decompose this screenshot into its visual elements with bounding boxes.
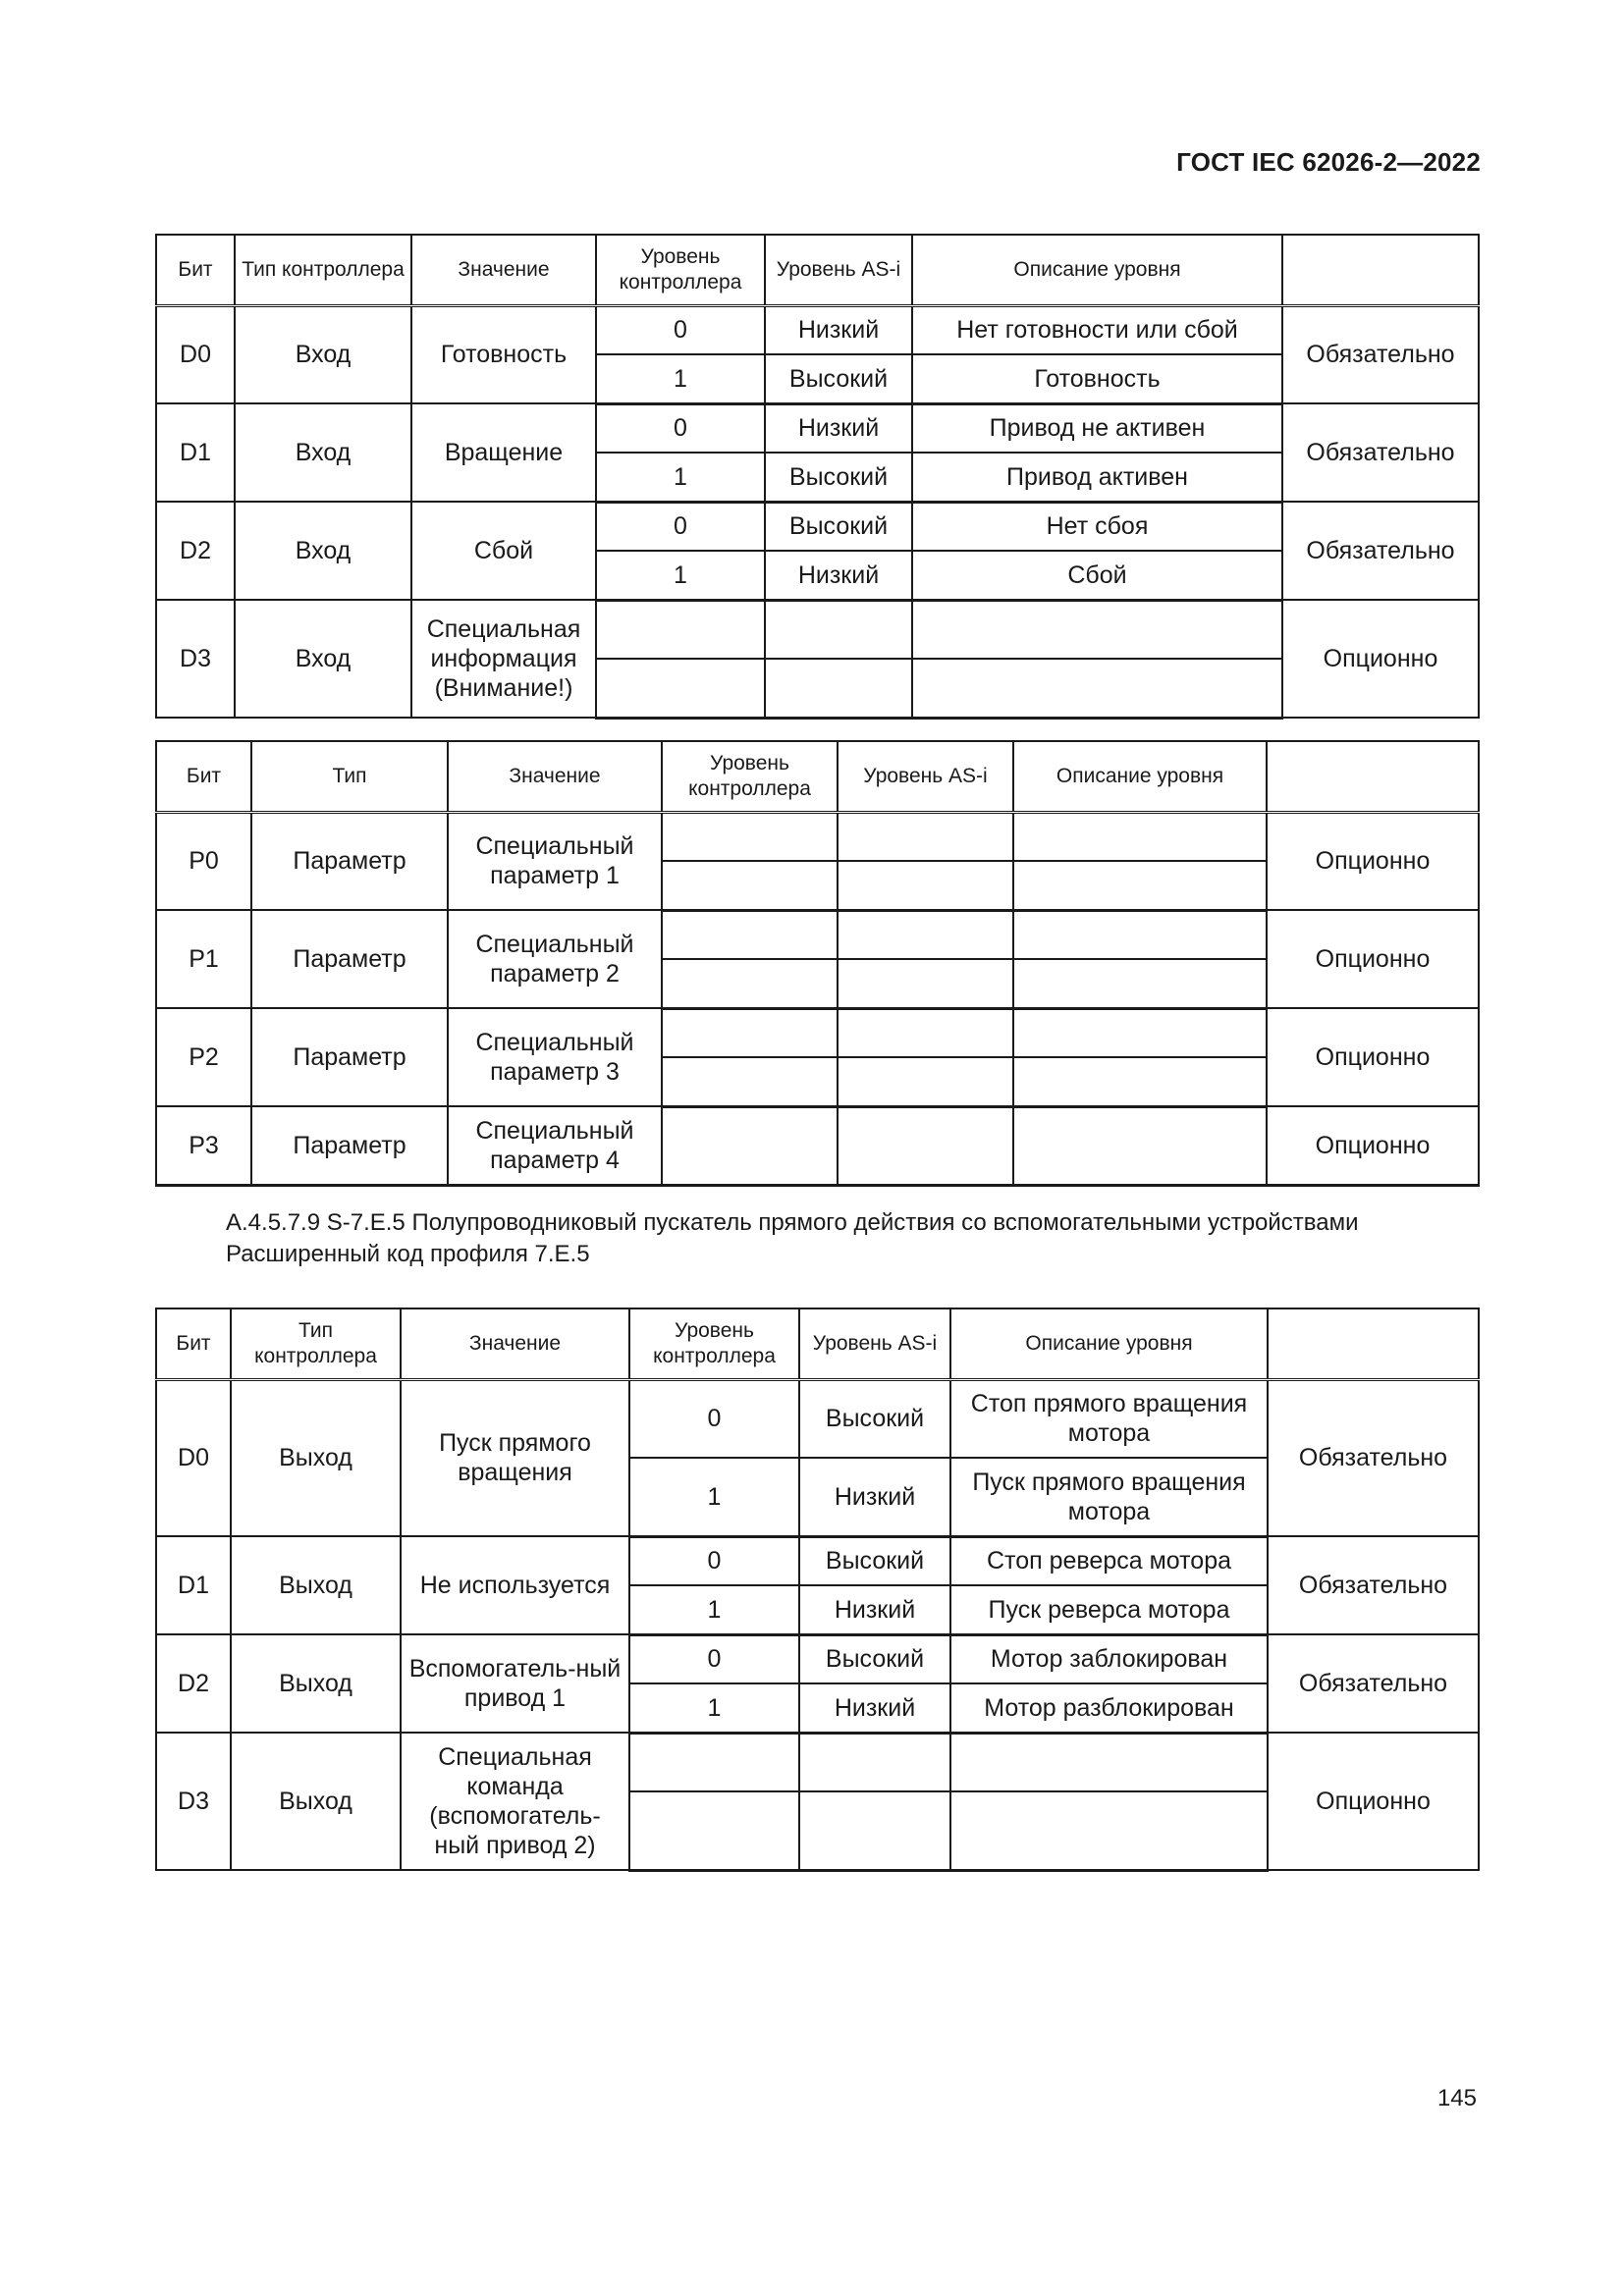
meaning-cell: Специальный параметр 4 xyxy=(448,1106,662,1185)
column-header: Бит xyxy=(156,235,235,305)
table-row xyxy=(156,910,1479,959)
requirement-cell: Опционно xyxy=(1267,812,1479,910)
level-description-cell: Готовность xyxy=(912,354,1282,403)
bit-cell: D1 xyxy=(156,1536,231,1634)
controller-level-cell: 0 xyxy=(596,403,765,453)
type-cell: Параметр xyxy=(251,812,448,910)
requirement-cell: Обязательно xyxy=(1282,305,1479,403)
controller-level-cell xyxy=(596,659,765,718)
bit-cell: D0 xyxy=(156,305,235,403)
requirement-cell: Опционно xyxy=(1267,1106,1479,1185)
column-header: Уровень AS-i xyxy=(838,741,1013,812)
controller-level-cell: 0 xyxy=(629,1634,799,1683)
bit-cell: P2 xyxy=(156,1008,251,1106)
document-header: ГОСТ IEC 62026-2—2022 xyxy=(1176,147,1481,177)
bit-cell: D2 xyxy=(156,1634,231,1733)
meaning-cell: Специальная информация (Внимание!) xyxy=(411,600,596,718)
level-description-cell: Привод не активен xyxy=(912,403,1282,453)
level-description-cell: Нет готовности или сбой xyxy=(912,305,1282,354)
asi-level-cell: Низкий xyxy=(799,1458,950,1536)
asi-level-cell xyxy=(838,1008,1013,1057)
controller-level-cell xyxy=(662,959,838,1008)
controller-level-cell: 0 xyxy=(596,502,765,551)
column-header: Уровень контроллера xyxy=(596,235,765,305)
bit-cell: P1 xyxy=(156,910,251,1008)
type-cell: Параметр xyxy=(251,1008,448,1106)
asi-level-cell xyxy=(765,600,912,659)
column-header: Описание уровня xyxy=(1013,741,1267,812)
type-cell: Вход xyxy=(235,403,411,502)
meaning-cell: Готовность xyxy=(411,305,596,403)
table-row xyxy=(156,1634,1479,1683)
asi-level-cell xyxy=(799,1733,950,1791)
level-description-cell: Пуск реверса мотора xyxy=(950,1585,1268,1634)
asi-level-cell xyxy=(838,910,1013,959)
level-description-cell xyxy=(1013,959,1267,1008)
requirement-cell: Опционно xyxy=(1267,910,1479,1008)
column-header: Значение xyxy=(401,1308,629,1379)
meaning-cell: Вращение xyxy=(411,403,596,502)
caption-subtitle: Расширенный код профиля 7.E.5 xyxy=(226,1241,590,1268)
bit-cell: P3 xyxy=(156,1106,251,1185)
table-row xyxy=(156,502,1479,551)
controller-level-cell: 1 xyxy=(596,453,765,502)
level-description-cell: Сбой xyxy=(912,551,1282,600)
page-number: 145 xyxy=(1436,2085,1477,2111)
controller-level-cell xyxy=(662,910,838,959)
table-row xyxy=(156,812,1479,861)
caption-title: А.4.5.7.9 S-7.E.5 Полупроводниковый пускатель прямого действия со вспомогательными устройствами xyxy=(226,1209,1359,1236)
meaning-cell: Специальный параметр 1 xyxy=(448,812,662,910)
asi-level-cell: Высокий xyxy=(765,354,912,403)
asi-level-cell: Низкий xyxy=(765,403,912,453)
requirement-cell: Обязательно xyxy=(1268,1536,1479,1634)
type-cell: Вход xyxy=(235,600,411,718)
level-description-cell xyxy=(950,1791,1268,1870)
bit-cell: D0 xyxy=(156,1379,231,1536)
meaning-cell: Не используется xyxy=(401,1536,629,1634)
asi-level-cell: Низкий xyxy=(799,1683,950,1733)
level-description-cell xyxy=(912,659,1282,718)
requirement-cell: Обязательно xyxy=(1282,403,1479,502)
table-row xyxy=(156,1106,1479,1185)
level-description-cell: Пуск прямого вращения мотора xyxy=(950,1458,1268,1536)
asi-level-cell xyxy=(765,659,912,718)
table-row xyxy=(156,305,1479,354)
controller-level-cell xyxy=(629,1791,799,1870)
bit-cell: D1 xyxy=(156,403,235,502)
column-header xyxy=(1282,235,1479,305)
asi-level-cell: Низкий xyxy=(765,305,912,354)
type-cell: Выход xyxy=(231,1536,401,1634)
column-header: Уровень контроллера xyxy=(662,741,838,812)
level-description-cell: Привод активен xyxy=(912,453,1282,502)
level-description-cell xyxy=(1013,1057,1267,1106)
controller-level-cell xyxy=(629,1733,799,1791)
level-description-cell xyxy=(1013,1008,1267,1057)
controller-level-cell: 0 xyxy=(596,305,765,354)
bit-cell: D3 xyxy=(156,600,235,718)
asi-level-cell xyxy=(838,861,1013,910)
table-output-bits xyxy=(155,1308,1480,1872)
column-header: Описание уровня xyxy=(912,235,1282,305)
level-description-cell xyxy=(1013,812,1267,861)
table-row xyxy=(156,1536,1479,1585)
table-row xyxy=(156,403,1479,453)
meaning-cell: Специальная команда (вспомогатель-ный привод 2) xyxy=(401,1733,629,1870)
asi-level-cell: Высокий xyxy=(799,1634,950,1683)
asi-level-cell: Низкий xyxy=(765,551,912,600)
column-header: Тип контроллера xyxy=(235,235,411,305)
table-row xyxy=(156,1008,1479,1057)
column-header: Описание уровня xyxy=(950,1308,1268,1379)
type-cell: Вход xyxy=(235,305,411,403)
asi-level-cell: Высокий xyxy=(799,1536,950,1585)
controller-level-cell: 0 xyxy=(629,1536,799,1585)
controller-level-cell xyxy=(662,861,838,910)
type-cell: Параметр xyxy=(251,910,448,1008)
bit-cell: P0 xyxy=(156,812,251,910)
requirement-cell: Опционно xyxy=(1267,1008,1479,1106)
asi-level-cell: Высокий xyxy=(765,502,912,551)
type-cell: Выход xyxy=(231,1733,401,1870)
level-description-cell: Стоп прямого вращения мотора xyxy=(950,1379,1268,1458)
table-row xyxy=(156,600,1479,659)
column-header xyxy=(1268,1308,1479,1379)
controller-level-cell xyxy=(662,1008,838,1057)
type-cell: Параметр xyxy=(251,1106,448,1185)
asi-level-cell: Низкий xyxy=(799,1585,950,1634)
controller-level-cell xyxy=(662,1106,838,1185)
level-description-cell: Стоп реверса мотора xyxy=(950,1536,1268,1585)
asi-level-cell: Высокий xyxy=(799,1379,950,1458)
controller-level-cell: 1 xyxy=(629,1585,799,1634)
level-description-cell: Мотор разблокирован xyxy=(950,1683,1268,1733)
controller-level-cell: 1 xyxy=(596,551,765,600)
meaning-cell: Сбой xyxy=(411,502,596,600)
meaning-cell: Специальный параметр 3 xyxy=(448,1008,662,1106)
type-cell: Выход xyxy=(231,1634,401,1733)
controller-level-cell: 1 xyxy=(596,354,765,403)
controller-level-cell: 1 xyxy=(629,1683,799,1733)
table-row xyxy=(156,1379,1479,1458)
header-row xyxy=(156,741,1479,812)
table-controller-bits xyxy=(155,234,1480,720)
header-row xyxy=(156,1308,1479,1379)
meaning-cell: Пуск прямого вращения xyxy=(401,1379,629,1536)
type-cell: Выход xyxy=(231,1379,401,1536)
asi-level-cell xyxy=(799,1791,950,1870)
level-description-cell xyxy=(1013,861,1267,910)
meaning-cell: Вспомогатель-ный привод 1 xyxy=(401,1634,629,1733)
level-description-cell xyxy=(912,600,1282,659)
table-parameter-bits xyxy=(155,740,1480,1187)
requirement-cell: Обязательно xyxy=(1268,1634,1479,1733)
bit-cell: D2 xyxy=(156,502,235,600)
level-description-cell: Нет сбоя xyxy=(912,502,1282,551)
column-header xyxy=(1267,741,1479,812)
asi-level-cell xyxy=(838,1106,1013,1185)
column-header: Тип контроллера xyxy=(231,1308,401,1379)
level-description-cell xyxy=(950,1733,1268,1791)
column-header: Значение xyxy=(411,235,596,305)
column-header: Бит xyxy=(156,1308,231,1379)
controller-level-cell: 1 xyxy=(629,1458,799,1536)
column-header: Уровень AS-i xyxy=(765,235,912,305)
controller-level-cell: 0 xyxy=(629,1379,799,1458)
level-description-cell xyxy=(1013,1106,1267,1185)
requirement-cell: Опционно xyxy=(1282,600,1479,718)
asi-level-cell xyxy=(838,1057,1013,1106)
requirement-cell: Обязательно xyxy=(1268,1379,1479,1536)
column-header: Уровень контроллера xyxy=(629,1308,799,1379)
column-header: Бит xyxy=(156,741,251,812)
type-cell: Вход xyxy=(235,502,411,600)
requirement-cell: Обязательно xyxy=(1282,502,1479,600)
asi-level-cell xyxy=(838,812,1013,861)
controller-level-cell xyxy=(662,1057,838,1106)
table-row xyxy=(156,1733,1479,1791)
level-description-cell xyxy=(1013,910,1267,959)
header-row xyxy=(156,235,1479,305)
column-header: Значение xyxy=(448,741,662,812)
column-header: Уровень AS-i xyxy=(799,1308,950,1379)
asi-level-cell xyxy=(838,959,1013,1008)
section-caption xyxy=(226,1207,1359,1271)
level-description-cell: Мотор заблокирован xyxy=(950,1634,1268,1683)
controller-level-cell xyxy=(662,812,838,861)
controller-level-cell xyxy=(596,600,765,659)
column-header: Тип xyxy=(251,741,448,812)
meaning-cell: Специальный параметр 2 xyxy=(448,910,662,1008)
bit-cell: D3 xyxy=(156,1733,231,1870)
requirement-cell: Опционно xyxy=(1268,1733,1479,1870)
asi-level-cell: Высокий xyxy=(765,453,912,502)
